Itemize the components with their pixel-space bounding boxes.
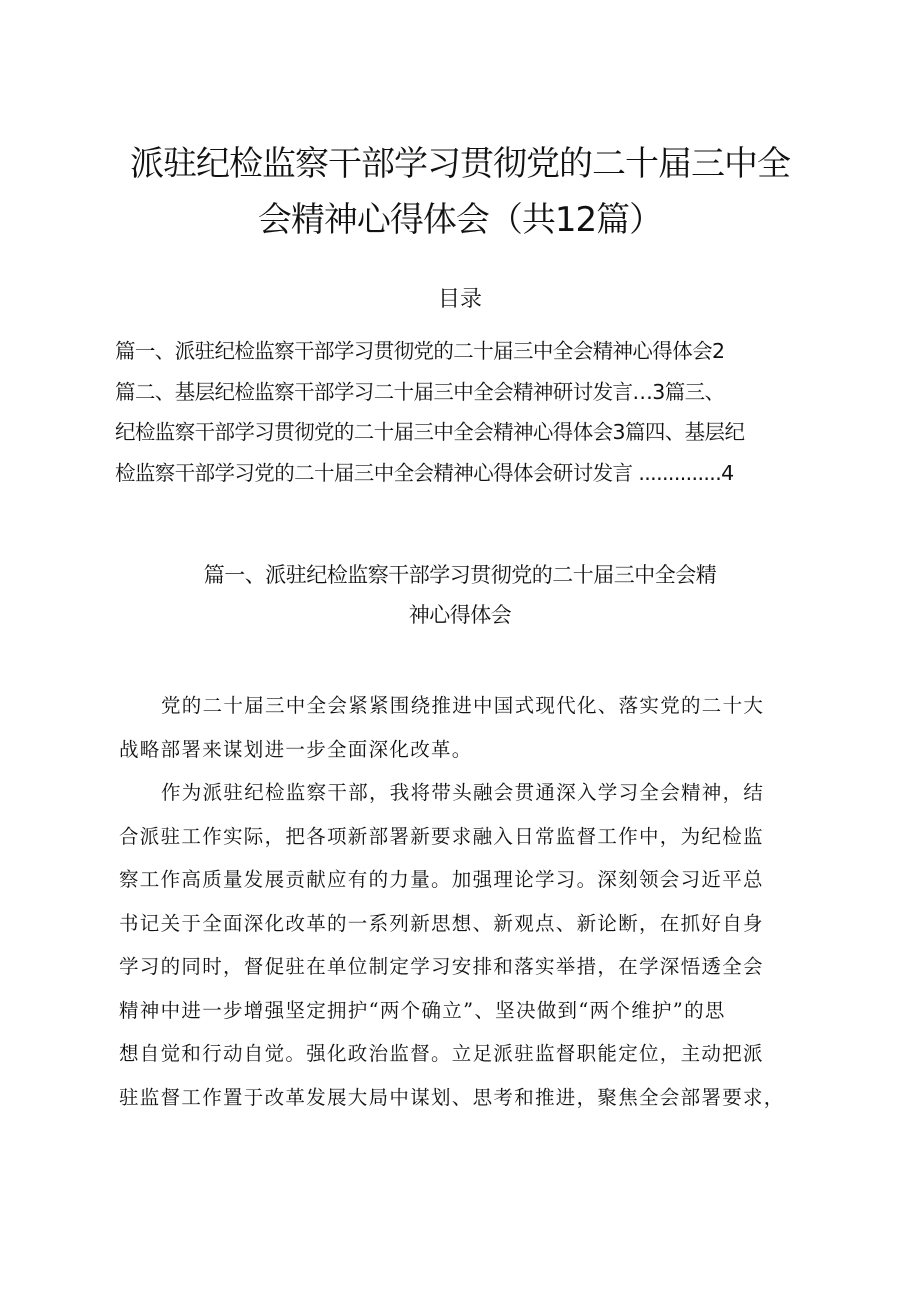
table-of-contents [115,331,835,493]
toc-line[interactable]: 检监察干部学习党的二十届三中全会精神心得体会研讨发言 ..............4 [115,460,734,485]
paragraph-line: 战略部署来谋划进一步全面深化改革。 [119,737,473,761]
toc-line[interactable]: 篇二、基层纪检监察干部学习二十届三中全会精神研讨发言…3篇三、 [115,379,725,404]
section-heading-line: 神心得体会 [408,603,512,627]
paragraph-line: 党的二十届三中全会紧紧围绕推进中国式现代化、落实党的二十大 [161,694,765,717]
toc-line[interactable]: 纪检监察干部学习贯彻党的二十届三中全会精神心得体会3篇四、基层纪 [115,420,745,444]
section-heading-line: 篇一、派驻纪检监察干部学习贯彻党的二十届三中全会精 [203,563,717,587]
document-title-line: 会精神心得体会（共12篇） [257,200,663,240]
document-title [110,136,810,248]
paragraph-line: 精神中进一步增强坚定拥护“两个确立”、坚决做到“两个维护”的思 [119,998,726,1022]
paragraph-line: 驻监督工作置于改革发展大局中谋划、思考和推进，聚焦全会部署要求， [119,1085,785,1109]
paragraph-line: 想自觉和行动自觉。强化政治监督。立足派驻监督职能定位，主动把派 [119,1042,764,1065]
body-text [119,684,839,1119]
toc-heading: 目录 [437,287,482,312]
paragraph-line: 书记关于全面深化改革的一系列新思想、新观点、新论断，在抓好自身 [119,911,764,935]
paragraph-line: 作为派驻纪检监察干部，我将带头融会贯通深入学习全会精神，结 [161,781,765,804]
paragraph-line: 合派驻工作实际，把各项新部署新要求融入日常监督工作中，为纪检监 [119,824,764,848]
document-title-line: 派驻纪检监察干部学习贯彻党的二十届三中全 [130,144,790,184]
paragraph-line: 学习的同时，督促驻在单位制定学习安排和落实举措，在学深悟透全会 [119,955,764,978]
section-heading [0,555,920,635]
paragraph-line: 察工作高质量发展贡献应有的力量。加强理论学习。深刻领会习近平总 [119,868,764,891]
toc-line[interactable]: 篇一、派驻纪检监察干部学习贯彻党的二十届三中全会精神心得体会2 [115,339,725,363]
